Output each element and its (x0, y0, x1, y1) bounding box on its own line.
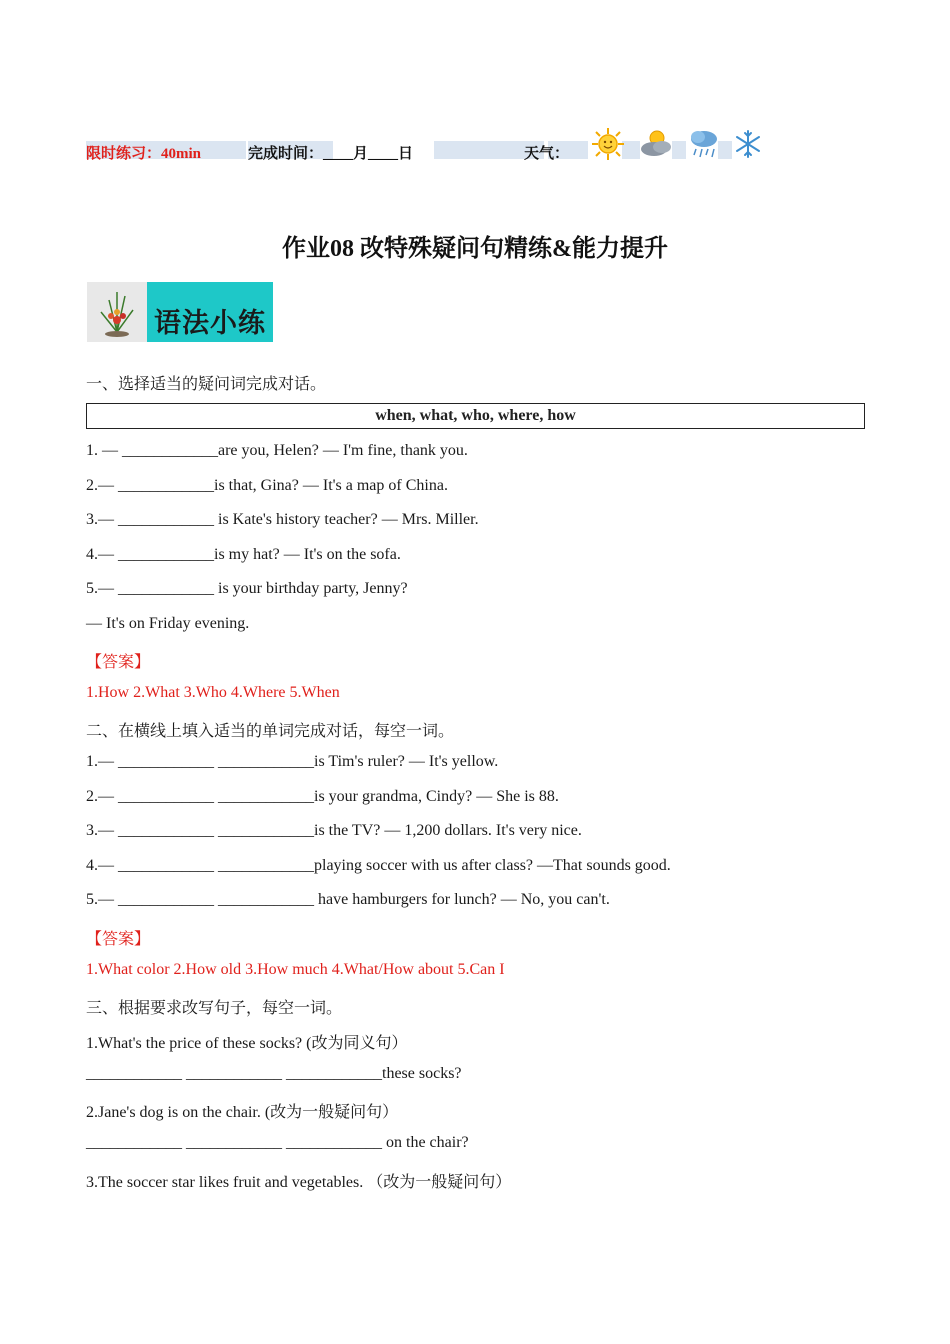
list-item: 1.What's the price of these socks? (改为同义句） (86, 1035, 408, 1052)
list-item: 5.— ____________ ____________ have hamburgers for lunch? — No, you can't. (86, 891, 610, 908)
list-item: — It's on Friday evening. (86, 615, 250, 632)
time-limit: 限时练习：40min (86, 146, 202, 162)
list-item: 2.Jane's dog is on the chair. (改为一般疑问句） (86, 1104, 399, 1121)
header-bar (86, 127, 766, 163)
section2-heading: 二、在横线上填入适当的单词完成对话，每空一词。 (86, 723, 455, 740)
header-band (672, 141, 686, 159)
snowflake-icon (730, 127, 766, 161)
section-banner (87, 282, 273, 342)
partly-cloudy-icon (638, 127, 674, 161)
completion-time: 完成时间：____月____日 (248, 146, 414, 162)
list-item: 4.— ____________is my hat? — It's on the sofa. (86, 546, 401, 563)
list-item: 4.— ____________ ____________playing soccer with us after class? —That sounds good. (86, 857, 671, 874)
list-item: 3.— ____________ ____________is the TV? — 1,200 dollars. It's very nice. (86, 822, 582, 839)
answer-text: 1.What color 2.How old 3.How much 4.What/How about 5.Can I (86, 961, 505, 978)
rain-icon (686, 127, 722, 161)
list-item: 2.— ____________is that, Gina? — It's a map of China. (86, 477, 448, 494)
list-item: 3.The soccer star likes fruit and vegetables. （改为一般疑问句） (86, 1174, 512, 1191)
list-item: 2.— ____________ ____________is your grandma, Cindy? — She is 88. (86, 788, 559, 805)
banner-label: 语法小练 (147, 282, 273, 342)
list-item: 1.— ____________ ____________is Tim's ruler? — It's yellow. (86, 753, 499, 770)
section1-heading: 一、选择适当的疑问词完成对话。 (86, 376, 327, 393)
word-bank: when, what, who, where, how (86, 403, 865, 429)
answer-label: 【答案】 (86, 654, 151, 671)
list-item: 3.— ____________ is Kate's history teacher? — Mrs. Miller. (86, 511, 479, 528)
weather-label: 天气： (524, 146, 570, 162)
answer-text: 1.How 2.What 3.Who 4.Where 5.When (86, 684, 340, 701)
page-title: 作业08 改特殊疑问句精练&能力提升 (282, 236, 668, 262)
flower-image (87, 282, 147, 342)
answer-label: 【答案】 (86, 931, 151, 948)
list-item: ____________ ____________ ____________ on the chair? (86, 1134, 469, 1151)
sun-icon (590, 127, 626, 161)
list-item: 1. — ____________are you, Helen? — I'm fine, thank you. (86, 442, 468, 459)
list-item: 5.— ____________ is your birthday party, Jenny? (86, 580, 408, 597)
list-item: ____________ ____________ ____________these socks? (86, 1065, 462, 1082)
section3-heading: 三、根据要求改写句子，每空一词。 (86, 1000, 343, 1017)
